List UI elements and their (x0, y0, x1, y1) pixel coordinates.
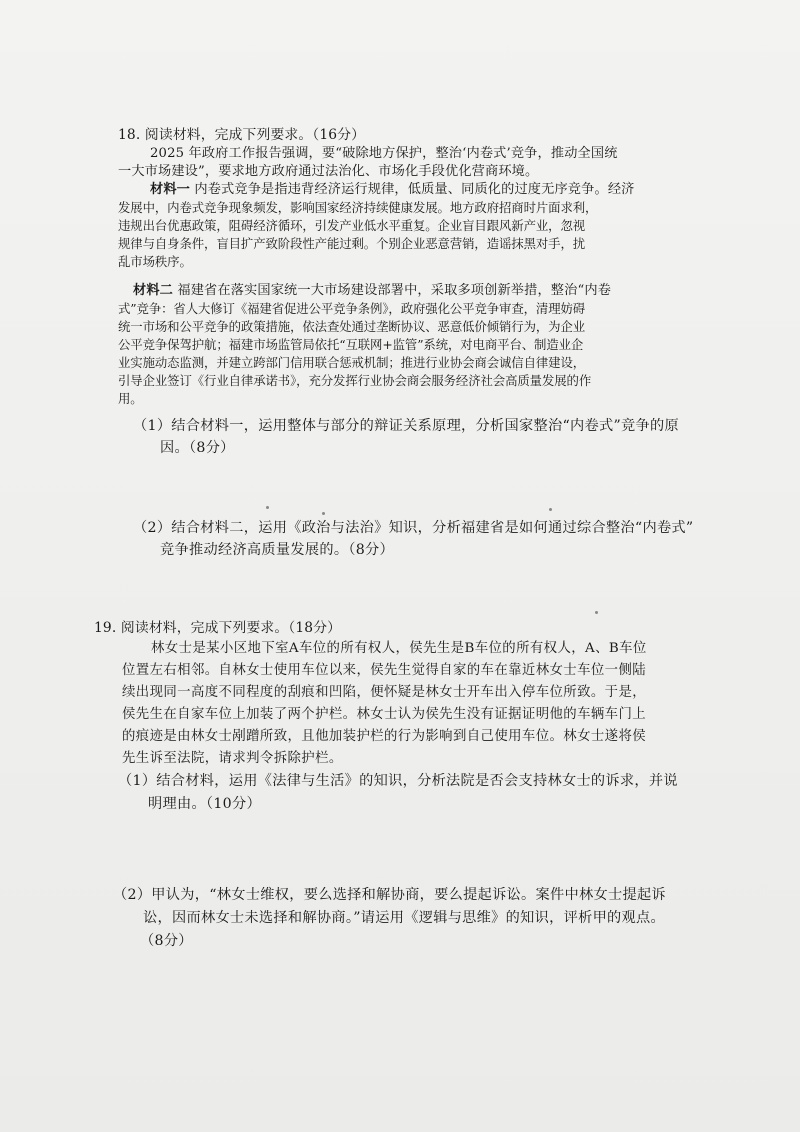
q18-intro-line: 一大市场建设”，要求地方政府通过法治化、市场化手段优化营商环境。 (118, 164, 539, 179)
material2-line: 引导企业签订《行业自律承诺书》，充分发挥行业协会商会服务经济社会高质量发展的作 (118, 373, 592, 388)
material2-line: 公平竞争保驾护航；福建市场监管局依托“互联网+监管”系统，对电商平台、制造业企 (118, 337, 584, 352)
material1-line: 规律与自身条件，盲目扩产致阶段性产能过剩。个别企业恶意营销，造谣抹黑对手，扰 (118, 236, 586, 251)
q19-header: 19. 阅读材料，完成下列要求。（18分） (94, 620, 342, 636)
scan-speck (266, 506, 269, 509)
scan-speck (322, 512, 325, 515)
q19-body-line: 先生诉至法院，请求判令拆除护栏。 (122, 751, 343, 766)
q18-sub1-line: 因。（8分） (160, 440, 235, 456)
material1-line: 乱市场秩序。 (118, 254, 192, 269)
q19-body-line: 的痕迹是由林女士剐蹭所致，且他加装护栏的行为影响到自己使用车位。林女士遂将侯 (122, 729, 647, 744)
q19-body-line: 位置左右相邻。自林女士使用车位以来，侯先生觉得自家的车在靠近林女士车位一侧陆 (122, 663, 647, 678)
q19-body-line: 续出现同一高度不同程度的刮痕和凹陷，便怀疑是林女士开车出入停车位所致。于是， (122, 685, 647, 700)
material2-line: 统一市场和公平竞争的政策措施，依法查处通过垄断协议、恶意低价倾销行为，为企业 (118, 319, 586, 334)
q19-sub1-line: （1）结合材料，运用《法律与生活》的知识，分析法院是否会支持林女士的诉求，并说 (118, 773, 678, 789)
q19-sub2-line: （8分） (140, 933, 193, 949)
q18-sub2-line: （2）结合材料二，运用《政治与法治》知识，分析福建省是如何通过综合整治“内卷式” (133, 520, 694, 536)
q19-body-line: 林女士是某小区地下室A车位的所有权人，侯先生是B车位的所有权人，A、B车位 (151, 641, 647, 656)
q18-material2-first-line (133, 283, 611, 299)
material2-text: 福建省在落实国家统一大市场建设部署中，采取多项创新举措，整治“内卷 (177, 283, 612, 298)
q18-sub1-line: （1）结合材料一，运用整体与部分的辩证关系原理，分析国家整治“内卷式”竞争的原 (133, 418, 679, 434)
material1-text: 内卷式竞争是指违背经济运行规律，低质量、同质化的过度无序竞争。经济 (194, 182, 635, 197)
q19-sub1-line: 明理由。（10分） (148, 796, 261, 812)
material1-label: 材料一 (150, 182, 191, 197)
q19-body-line: 侯先生在自家车位上加装了两个护栏。林女士认为侯先生没有证据证明他的车辆车门上 (122, 707, 647, 722)
material1-line: 发展中，内卷式竞争现象频发，影响国家经济持续健康发展。地方政府招商时片面求利， (118, 200, 598, 215)
q18-sub2-line: 竞争推动经济高质量发展的。（8分） (160, 542, 395, 558)
material2-line: 用。 (118, 391, 143, 406)
q19-sub2-line: （2）甲认为，“林女士维权，要么选择和解协商，要么提起诉讼。案件中林女士提起诉 (113, 887, 666, 903)
q19-sub2-line: 讼，因而林女士未选择和解协商。”请运用《逻辑与思维》的知识，评析甲的观点。 (143, 910, 666, 926)
material2-line: 式”竞争：省人大修订《福建省促进公平竞争条例》，政府强化公平竞争审查，清理妨碍 (118, 301, 586, 316)
scan-speck (595, 611, 598, 614)
material2-label: 材料二 (133, 283, 174, 298)
material1-line: 违规出台优惠政策，阻碍经济循环，引发产业低水平重复。企业盲目跟风新产业，忽视 (118, 218, 586, 233)
material2-line: 业实施动态监测，并建立跨部门信用联合惩戒机制；推进行业协会商会诚信自律建设， (118, 355, 586, 370)
scan-speck (549, 508, 552, 511)
q18-material1-first-line (150, 182, 635, 198)
q18-header: 18. 阅读材料，完成下列要求。（16分） (118, 127, 366, 143)
q18-intro-line: 2025 年政府工作报告强调，要“破除地方保护，整治‘内卷式’竞争，推动全国统 (150, 146, 618, 161)
